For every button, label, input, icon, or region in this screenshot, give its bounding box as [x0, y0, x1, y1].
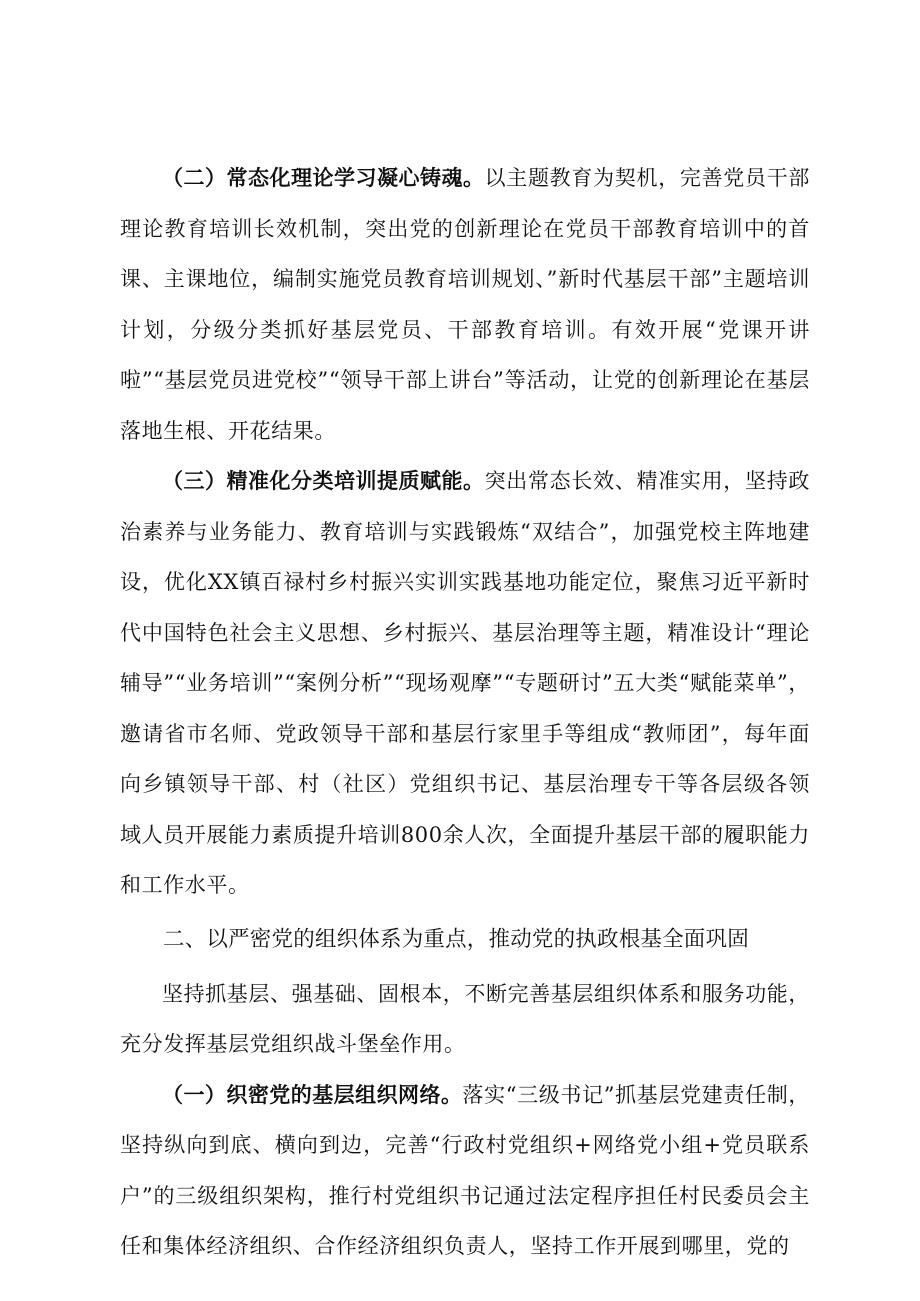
document-body	[120, 153, 810, 1272]
section-heading: 二、以严密党的组织体系为重点，推动党的执政根基全面巩固	[163, 926, 749, 952]
paragraph-lead-organization-network: （一）织密党的基层组织网络。	[162, 1082, 463, 1107]
paragraph-lead-theory-study: （二）常态化理论学习凝心铸魂。	[162, 166, 485, 190]
paragraph-text-theory-study: 以主题教育为契机，完善党员干部理论教育培训长效机制，突出党的创新理论在党员干部教育培训中的首课、主课地位，编制实施党员教育培训规划、”新时代基层干部”主题培训计划，分级分类抓好基层党员、干部教育培训。有效开展“党课开讲啦”“基层党员进党校”“领导干部上讲台”等活动，让党的创新理论在基层落地生根、开花结果。	[120, 166, 811, 443]
paragraph-lead-precise-training: （三）精准化分类培训提质赋能。	[162, 469, 485, 493]
paragraph-text-organization-network: 落实“三级书记”抓基层党建责任制，坚持纵向到底、横向到边，完善“行政村党组织+网络党小组+党员联系户”的三级组织架构，推行村党组织书记通过法定程序担任村民委员会主任和集体经济组织、合作经济组织负责人，坚持工作开展到哪里，党的	[120, 1082, 810, 1258]
paragraph-theory-study	[120, 153, 810, 456]
paragraph-section-intro: 坚持抓基层、强基础、固根本，不断完善基层组织体系和服务功能，充分发挥基层党组织战斗堡垒作用。	[120, 981, 810, 1056]
paragraph-precise-training	[120, 456, 810, 911]
paragraph-text-precise-training: 突出常态长效、精准实用，坚持政治素养与业务能力、教育培训与实践锻炼“双结合”，加强党校主阵地建设，优化XX镇百禄村乡村振兴实训实践基地功能定位，聚焦习近平新时代中国特色社会主义思想、乡村振兴、基层治理等主题，精准设计“理论辅导”“业务培训”“案例分析”“现场观摩”“专题研讨”五大类“赋能菜单”，邀请省市名师、党政领导干部和基层行家里手等组成“教师团”，每年面向乡镇领导干部、村（社区）党组织书记、基层治理专干等各层级各领域人员开展能力素质提升培训800余人次，全面提升基层干部的履职能力和工作水平。	[120, 469, 811, 897]
paragraph-organization-network	[120, 1070, 810, 1272]
